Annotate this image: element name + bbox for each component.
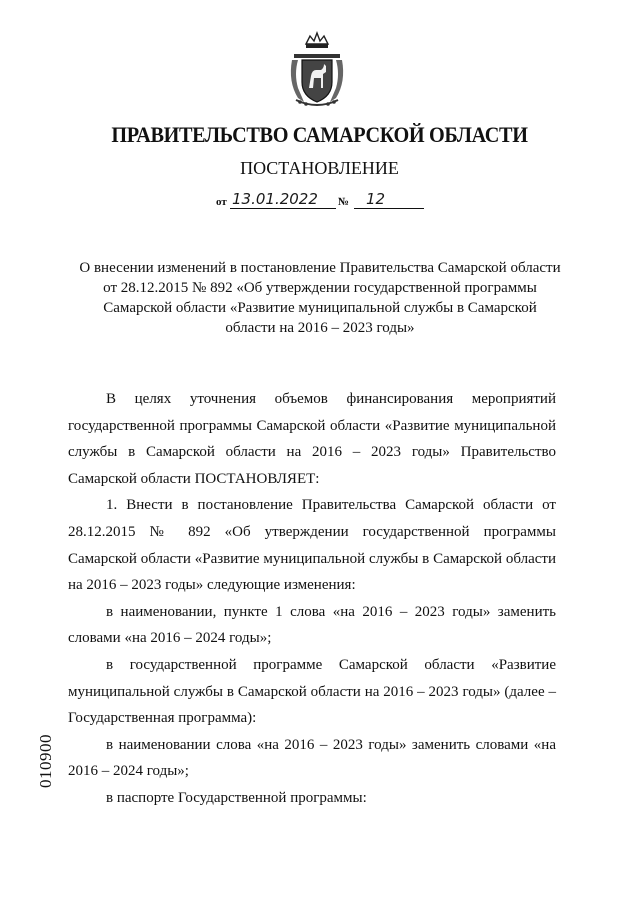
samara-coat-of-arms-icon — [284, 30, 350, 108]
subject-line: О внесении изменений в постановление Правительства Самарской области — [79, 260, 561, 276]
serial-number-stamp: 010900 — [36, 734, 55, 788]
number-prefix: № — [338, 196, 350, 208]
document-subject — [60, 258, 580, 338]
subject-line: области на 2016 – 2023 годы» — [225, 320, 415, 336]
body-paragraph: В целях уточнения объемов финансирования мероприятий государственной программы Самарской области «Развитие муниципальной службы в Самарской области на 2016 – 2023 годы» Правительство Самарской области ПОСТАНОВЛЯЕТ: — [68, 391, 556, 487]
date-underline — [230, 208, 336, 209]
body-paragraph: в наименовании, пункте 1 слова «на 2016 – 2023 годы» заменить словами «на 2016 – 2024 годы»; — [68, 603, 556, 647]
number-underline — [354, 208, 424, 209]
body-paragraph: в паспорте Государственной программы: — [106, 789, 367, 806]
date-prefix: от — [216, 196, 227, 208]
document-body — [68, 386, 556, 812]
number-value: 12 — [366, 190, 386, 208]
subject-line: от 28.12.2015 № 892 «Об утверждении государственной программы — [103, 280, 537, 296]
document-date-number — [216, 190, 426, 212]
body-paragraph: в государственной программе Самарской области «Развитие муниципальной службы в Самарской области на 2016 – 2023 годы» (далее – Государственная программа): — [68, 656, 556, 727]
document-type: ПОСТАНОВЛЕНИЕ — [240, 158, 399, 178]
body-paragraph: 1. Внести в постановление Правительства Самарской области от 28.12.2015 № 892 «Об утверждении государственной программы Самарской области «Развитие муниципальной службы в Самарской области на 2016 – 2023 годы» следующие изменения: — [68, 497, 556, 594]
organization-title: ПРАВИТЕЛЬСТВО САМАРСКОЙ ОБЛАСТИ — [111, 122, 528, 147]
subject-line: Самарской области «Развитие муниципальной службы в Самарской — [103, 300, 537, 316]
date-value: 13.01.2022 — [232, 190, 318, 208]
body-paragraph: в наименовании слова «на 2016 – 2023 годы» заменить словами «на 2016 – 2024 годы»; — [68, 736, 556, 780]
